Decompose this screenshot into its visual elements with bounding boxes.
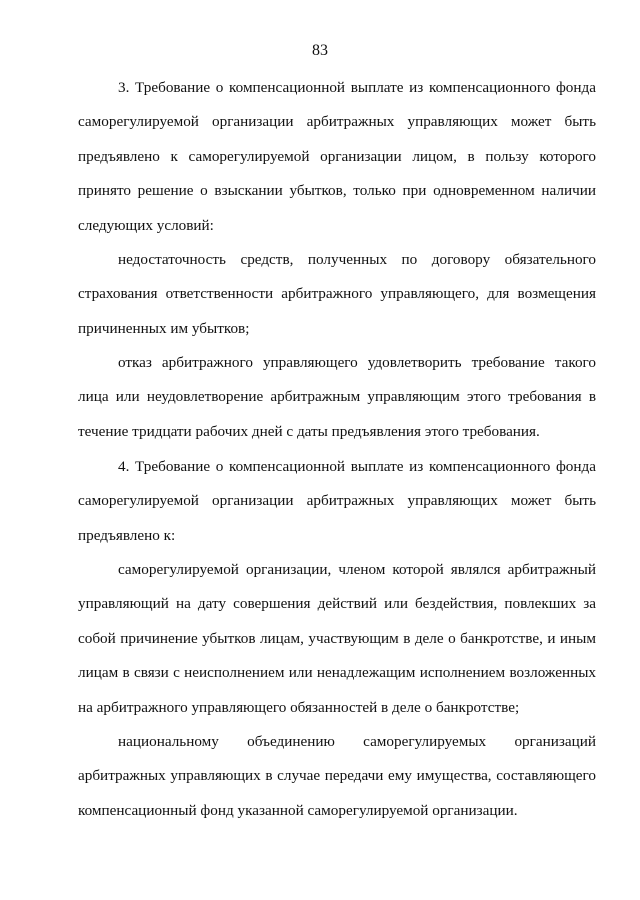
paragraph-4-claim-addressees: 4. Требование о компенсационной выплате из компенсационного фонда саморегулируемой организации арбитражных управляющих может быть предъявлено к: [78, 458, 596, 544]
page-number: 83 [312, 42, 328, 59]
paragraph-condition-refusal: отказ арбитражного управляющего удовлетворить требование такого лица или неудовлетворение арбитражным управляющим этого требования в течение тридцати рабочих дней с даты предъявления этого требования. [78, 354, 596, 440]
paragraph-addressee-sro: саморегулируемой организации, членом которой являлся арбитражный управляющий на дату совершения действий или бездействия, повлекших за собой причинение убытков лицам, участвующим в деле о банкротстве, и иным лицам в связи с неисполнением или ненадлежащим исполнением возложенных на арбитражного управляющего обязанностей в деле о банкротстве; [78, 561, 596, 716]
paragraph-addressee-national-association: национальному объединению саморегулируемых организаций арбитражных управляющих в случае передачи ему имущества, составляющего компенсационный фонд указанной саморегулируемой организации. [78, 733, 596, 819]
paragraph-3-claim-conditions: 3. Требование о компенсационной выплате из компенсационного фонда саморегулируемой организации арбитражных управляющих может быть предъявлено к саморегулируемой организации лицом, в пользу которого принято решение о взыскании убытков, только при одновременном наличии следующих условий: [78, 79, 596, 234]
paragraph-condition-insufficient-funds: недостаточность средств, полученных по договору обязательного страхования ответственности арбитражного управляющего, для возмещения причиненных им убытков; [78, 251, 596, 337]
